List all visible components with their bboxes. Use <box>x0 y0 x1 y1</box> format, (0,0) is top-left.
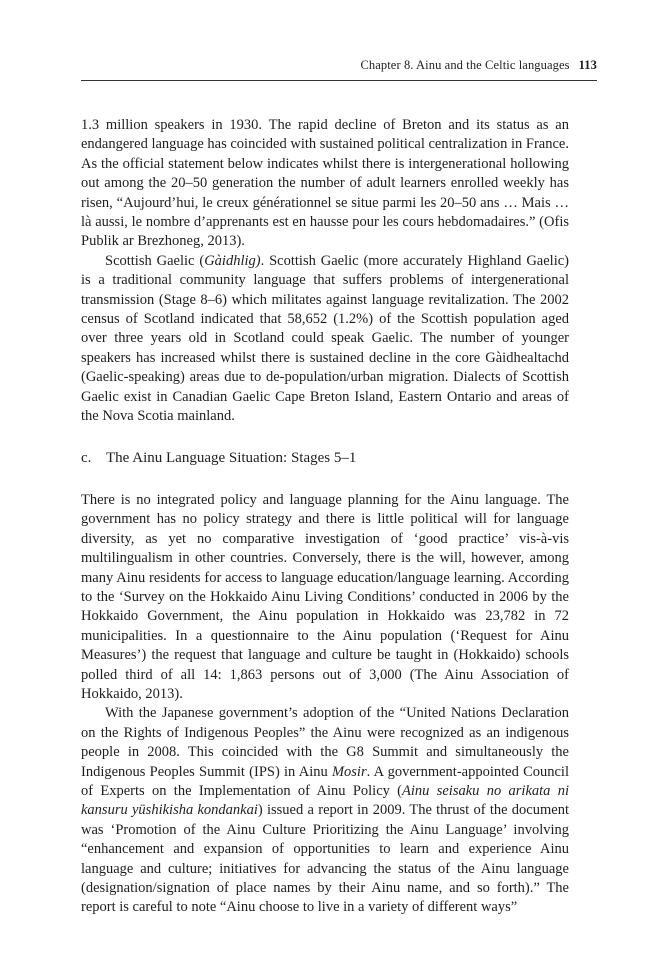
paragraph-scottish-gaelic <box>81 252 569 427</box>
body-text <box>81 116 569 918</box>
gaelic-native-term: Gàidhlig) <box>204 252 261 269</box>
gaelic-body: . Scottish Gaelic (more accurately Highland Gaelic) is a traditional community language that suffers problems of intergenerational transmission (Stage 8–6) which militates against language revitalization. The 2002 census of Scotland indicated that 58,652 (1.2%) of the Scottish population aged over three years old in Scotland could speak Gaelic. The number of younger speakers has increased whilst there is sustained decline in the core Gàidhealtachd (Gaelic-speaking) areas due to de-population/urban migration. Dialects of Scottish Gaelic exist in Canadian Gaelic Cape Breton Island, Eastern Ontario and areas of the Nova Scotia mainland. <box>81 252 569 425</box>
paragraph-un-declaration <box>81 704 569 917</box>
un-declaration-part-1: With the Japanese government’s adoption of the “United Nations Declaration on the Rights of Indigenous Peoples” the Ainu were recognized as an indigenous people in 2008. This coincided with the G8 Summit and simultaneously the Indigenous Peoples Summit (IPS) in Ainu <box>81 705 569 780</box>
paragraph-ainu-policy: There is no integrated policy and language planning for the Ainu language. The government has no policy strategy and there is little political will for language diversity, as yet no comparative investigation of ‘good practice’ vis-à-vis multilingualism in other countries. Conversely, there is the will, however, among many Ainu residents for access to language education/language learning. According to the ‘Survey on the Hokkaido Ainu Living Conditions’ conducted in 2006 by the Hokkaido Government, the Ainu population in Hokkaido was 23,782 in 72 municipalities. In a questionnaire to the Ainu population (‘Request for Ainu Measures’) the request that language and culture be taught in (Hokkaido) schools polled third of all 14: 1,863 persons out of 3,000 (The Ainu Association of Hokkaido, 2013). <box>81 491 569 702</box>
un-declaration-part-2: . A government-appointed Council of Experts on the Implementation of Ainu Policy ( <box>81 763 569 799</box>
section-title: The Ainu Language Situation: Stages 5–1 <box>106 449 357 466</box>
gaelic-lead-in: Scottish Gaelic ( <box>105 252 205 269</box>
section-letter: c. <box>81 449 92 466</box>
un-declaration-part-3: ) issued a report in 2009. The thrust of the document was ‘Promotion of the Ainu Culture Prioritizing the Ainu Language’ involving “enhancement and expansion of opportunities to learn and experience Ainu language and culture; initiatives for advancing the status of the Ainu language (designation/signation of place names by their Ainu name, and so forth).” The report is careful to note “Ainu choose to live in a variety of different ways” <box>81 802 569 916</box>
paragraph-breton: 1.3 million speakers in 1930. The rapid decline of Breton and its status as an endangered language has coincided with sustained political centralization in France. As the official statement below indicates whilst there is intergenerational hollowing out among the 20–50 generation the number of adult learners enrolled weekly has risen, “Aujourd’hui, le creux générationnel se situe parmi les 20–50 ans … Mais … là aussi, le nombre d’apprenants est en hausse pour les cours hebdomadaires.” (Ofis Publik ar Brezhoneg, 2013). <box>81 117 569 250</box>
section-heading <box>81 449 569 468</box>
header-rule <box>81 80 597 81</box>
page-number: 113 <box>578 58 597 72</box>
running-title: Chapter 8. Ainu and the Celtic languages <box>360 58 570 72</box>
mosir-term: Mosir <box>331 763 367 780</box>
running-head <box>81 58 597 73</box>
council-japanese-name: Ainu seisaku no arikata ni kansuru yūshikisha kondankai <box>81 783 569 819</box>
